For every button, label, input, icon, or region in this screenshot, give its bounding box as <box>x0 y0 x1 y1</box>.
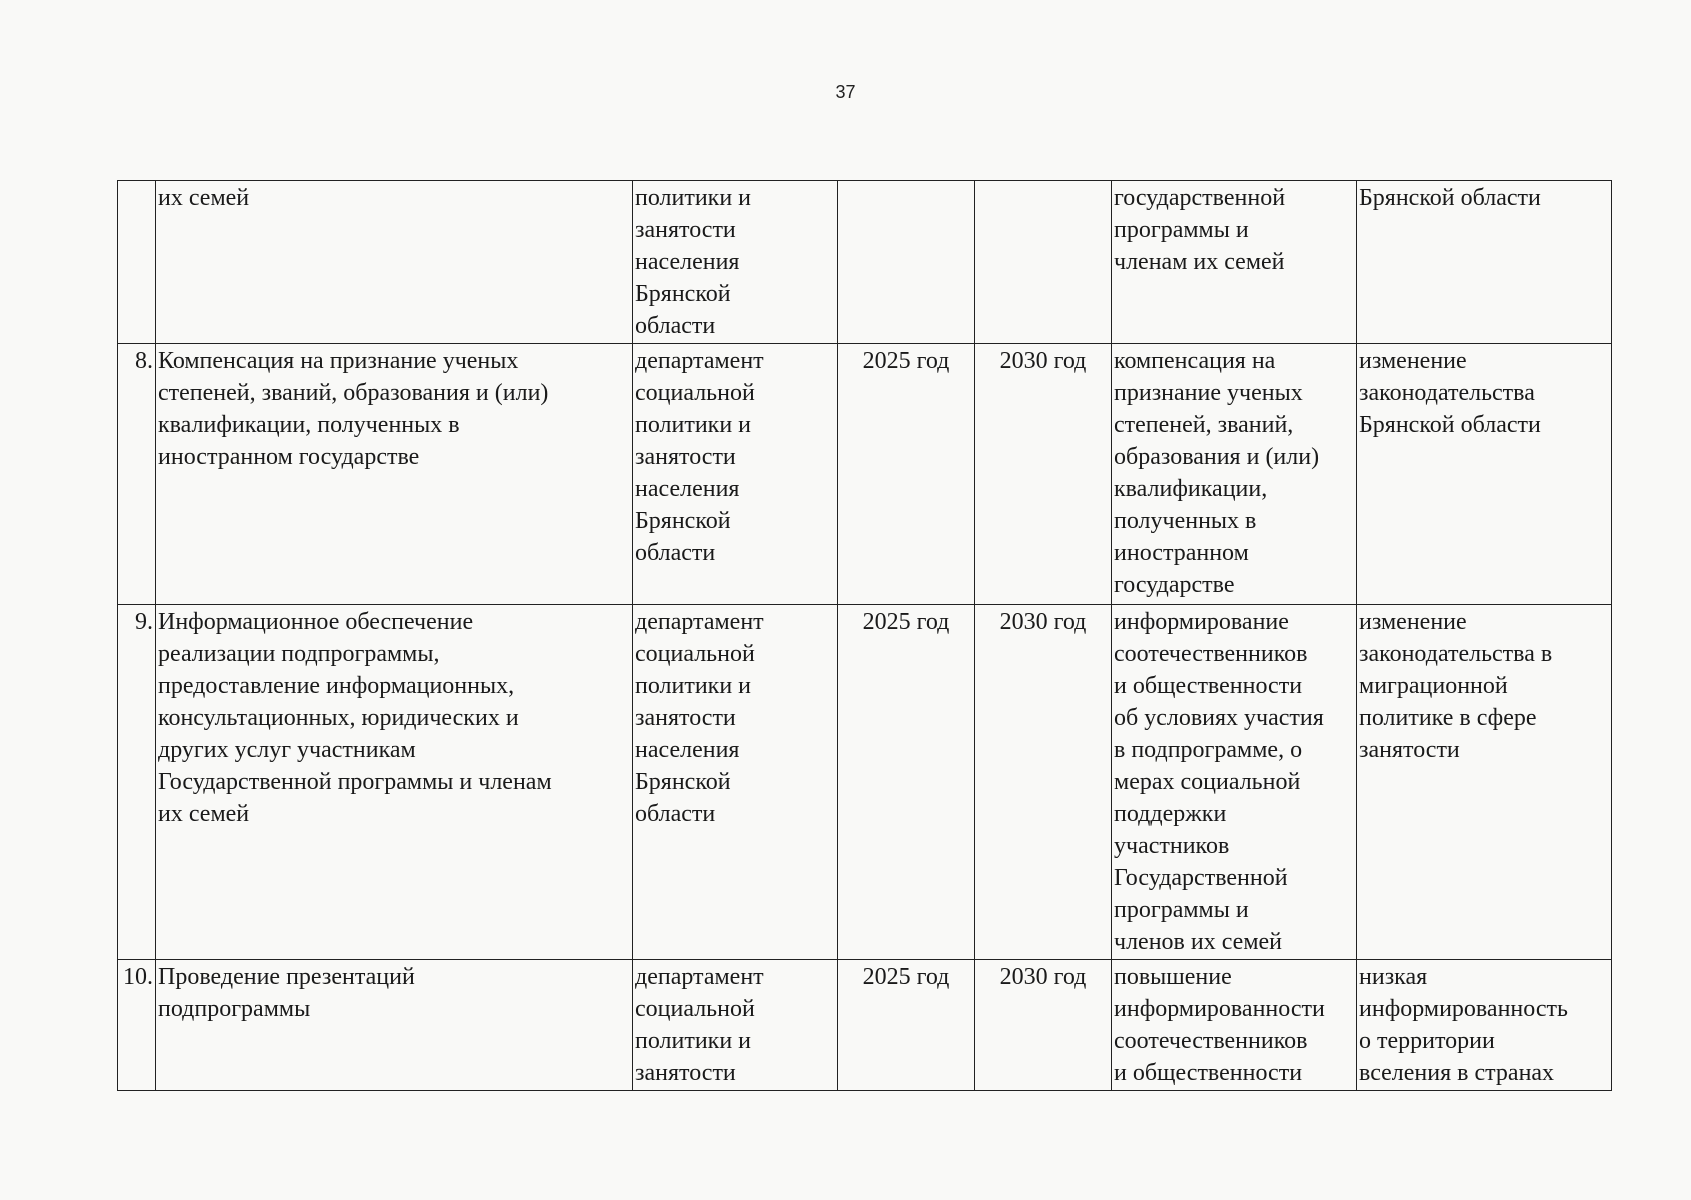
start-year-cell: 2025 год <box>838 344 975 605</box>
measure-cell: Информационное обеспечение реализации подпрограммы, предоставление информационных, консультационных, юридических и других услуг участникам Государственной программы и членам их семей <box>156 605 633 960</box>
measure-cell: Проведение презентаций подпрограммы <box>156 960 633 1091</box>
measure-cell: их семей <box>156 181 633 344</box>
start-year-cell <box>838 181 975 344</box>
table-row <box>118 344 1612 605</box>
table-row <box>118 181 1612 344</box>
measure-cell: Компенсация на признание ученых степеней, званий, образования и (или) квалификации, полученных в иностранном государстве <box>156 344 633 605</box>
table-row <box>118 605 1612 960</box>
executor-cell: департамент социальной политики и занятости <box>633 960 838 1091</box>
page-number: 37 <box>835 82 856 102</box>
measures-table <box>117 180 1612 1091</box>
row-number: 8. <box>118 344 156 605</box>
consequence-cell: низкая информированность о территории вселения в странах <box>1357 960 1612 1091</box>
start-year-cell: 2025 год <box>838 605 975 960</box>
table-row <box>118 960 1612 1091</box>
result-cell: информирование соотечественников и общественности об условиях участия в подпрограмме, о мерах социальной поддержки участников Государственной программы и членов их семей <box>1112 605 1357 960</box>
row-number: 9. <box>118 605 156 960</box>
executor-cell: департамент социальной политики и занятости населения Брянской области <box>633 605 838 960</box>
consequence-cell: изменение законодательства в миграционной политике в сфере занятости <box>1357 605 1612 960</box>
row-number: 10. <box>118 960 156 1091</box>
consequence-cell: изменение законодательства Брянской области <box>1357 344 1612 605</box>
start-year-cell: 2025 год <box>838 960 975 1091</box>
executor-cell: политики и занятости населения Брянской области <box>633 181 838 344</box>
consequence-cell: Брянской области <box>1357 181 1612 344</box>
row-number <box>118 181 156 344</box>
result-cell: государственной программы и членам их семей <box>1112 181 1357 344</box>
end-year-cell: 2030 год <box>975 605 1112 960</box>
result-cell: компенсация на признание ученых степеней, званий, образования и (или) квалификации, полученных в иностранном государстве <box>1112 344 1357 605</box>
result-cell: повышение информированности соотечественников и общественности <box>1112 960 1357 1091</box>
end-year-cell <box>975 181 1112 344</box>
end-year-cell: 2030 год <box>975 960 1112 1091</box>
end-year-cell: 2030 год <box>975 344 1112 605</box>
executor-cell: департамент социальной политики и занятости населения Брянской области <box>633 344 838 605</box>
